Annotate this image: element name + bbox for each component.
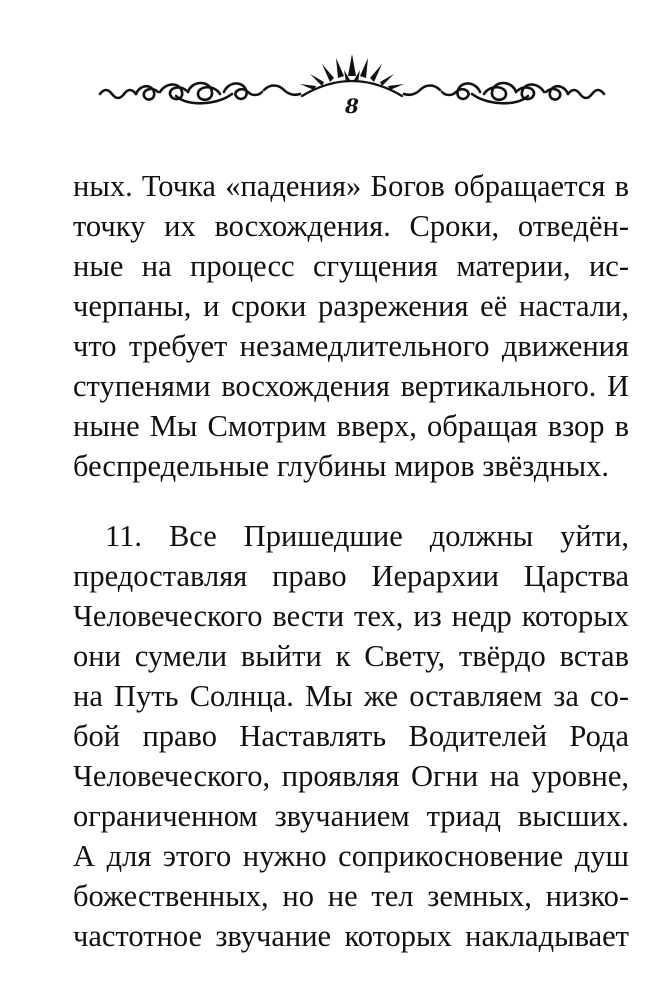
page-header-ornament: [96, 52, 608, 128]
text-line: Человеческого, проявляя Огни на уровне,: [73, 759, 629, 793]
text-line: бой право Наставлять Водителей Рода: [73, 719, 629, 753]
text-line: частотное звучание которых накладывает: [73, 919, 629, 953]
text-line: ограниченном звучанием триад высших.: [73, 799, 629, 833]
text-line: точку их восхождения. Сроки, отведён-: [73, 209, 629, 243]
text-line: они сумели выйти к Свету, твёрдо встав: [73, 639, 629, 673]
text-line: на Путь Солнца. Мы же оставляем за со-: [73, 679, 629, 713]
text-line: что требует незамедлительного движения: [73, 329, 629, 363]
paragraph-2: [73, 516, 629, 956]
text-line: Человеческого вести тех, из недр которых: [73, 599, 629, 633]
text-line: беспредельные глубины миров звёздных.: [73, 449, 609, 483]
text-line: черпаны, и сроки разрежения её настали,: [73, 289, 629, 323]
text-line: предоставляя право Иерархии Царства: [73, 559, 629, 593]
text-line: 11. Все Пришедшие должны уйти,: [105, 519, 629, 553]
text-line: ных. Точка «падения» Богов обращается в: [73, 169, 629, 203]
text-line: ные на процесс сгущения материи, ис-: [73, 249, 629, 283]
text-line: А для этого нужно соприкосновение душ: [73, 839, 629, 873]
text-line: божественных, но не тел земных, низко-: [73, 879, 629, 913]
text-line: ступенями восхождения вертикального. И: [73, 369, 629, 403]
text-line: ныне Мы Смотрим вверх, обращая взор в: [73, 409, 629, 443]
paragraph-1: [73, 166, 629, 486]
page-number: 8: [345, 94, 359, 118]
